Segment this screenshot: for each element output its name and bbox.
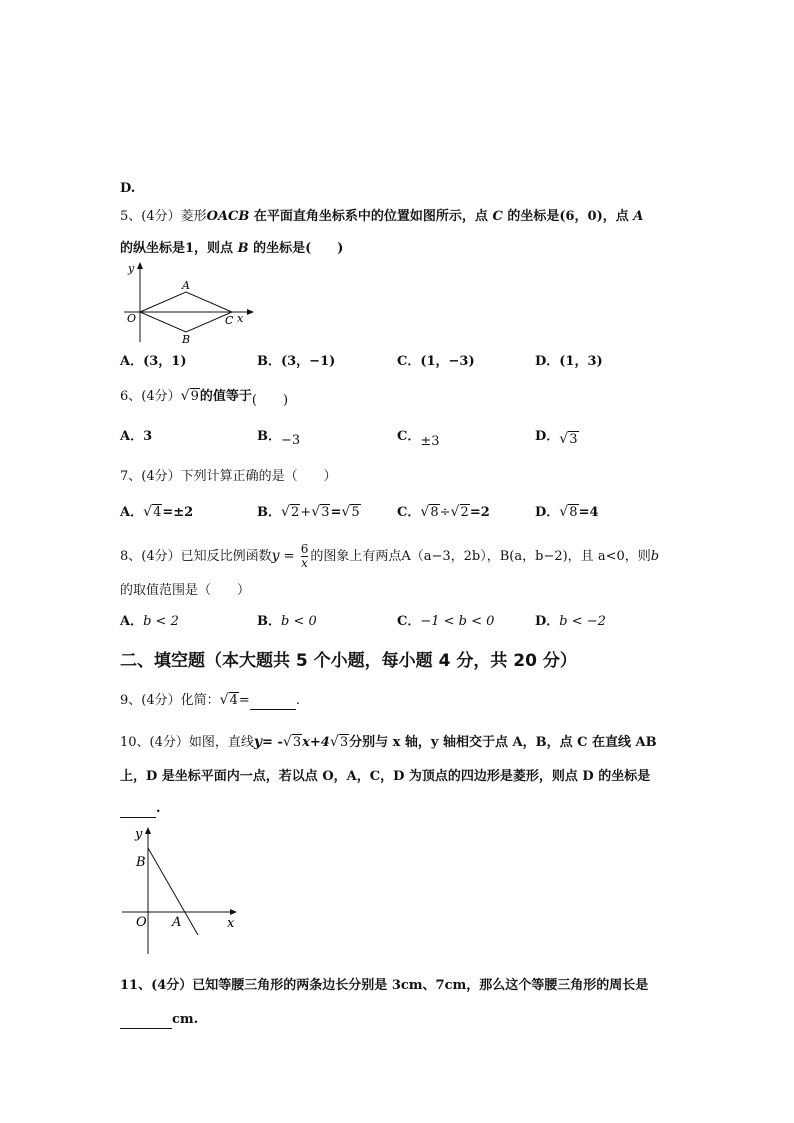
q10-label-x: x xyxy=(227,916,235,931)
q7-c-div: ÷ xyxy=(439,505,451,520)
q5-option-d: D．(1，3) xyxy=(535,354,603,369)
q8-option-c xyxy=(397,613,494,631)
q8-option-b xyxy=(257,613,317,631)
q9-end: . xyxy=(295,693,300,708)
q8-a-value: b < 2 xyxy=(143,614,179,629)
q10-answer-blank[interactable] xyxy=(120,817,156,818)
q10-sqrt1 xyxy=(283,734,302,752)
q10-label-b: B xyxy=(136,855,146,870)
q6-sqrt xyxy=(181,388,200,406)
q5-rhombus-figure xyxy=(118,262,258,344)
q8-c-value: −1 < b < 0 xyxy=(420,614,495,629)
q5-label-y: y xyxy=(128,262,135,275)
q10-suffix: 分别与 x 轴，y 轴相交于点 A，B，点 C 在直线 AB xyxy=(349,735,657,750)
q6-option-d-sqrt xyxy=(559,431,578,449)
q8-question xyxy=(120,543,659,570)
q7-c-sqrt2 xyxy=(451,504,470,522)
q5-question-line2 xyxy=(120,240,343,258)
q7-c-radicand2: 2 xyxy=(460,505,469,520)
q10-var-y: y xyxy=(253,734,263,750)
q7-c-radicand1: 8 xyxy=(430,505,439,520)
q11-answer-line xyxy=(120,1011,198,1029)
q10-mid: x+4 xyxy=(302,735,330,750)
q6-option-b-label: B． xyxy=(257,429,281,444)
q8-suffix: 的图象上有两点A（a−3，2b），B(a，b−2)，且 a<0，则 xyxy=(310,549,651,564)
q5-name: OACB xyxy=(206,209,250,224)
q10-eq: = - xyxy=(262,735,283,750)
q11-answer-blank[interactable] xyxy=(120,1028,172,1029)
q6-prefix: 6、(4分） xyxy=(120,389,181,404)
q6-option-c-label: C． xyxy=(397,429,421,444)
q7-c-sqrt1 xyxy=(420,504,439,522)
q10-prefix: 10、(4分）如图，直线 xyxy=(120,735,254,750)
q6-question xyxy=(120,388,288,406)
q7-d-label: D． xyxy=(535,505,560,520)
q7-a-sqrt xyxy=(143,504,162,522)
q7-d-rest: =4 xyxy=(578,505,599,520)
q8-c-label: C． xyxy=(397,614,421,629)
q7-b-radicand3: 5 xyxy=(351,505,360,520)
q5-line2b: 的坐标是( ) xyxy=(253,241,344,256)
q7-b-sqrt3 xyxy=(341,504,360,522)
q8-option-d xyxy=(535,613,606,631)
q8-fraction xyxy=(301,543,309,570)
q10-x-arrow xyxy=(230,909,237,915)
q11-question: 11、(4分）已知等腰三角形的两条边长分别是 3cm、7cm，那么这个等腰三角形的周长是 xyxy=(120,978,649,993)
q7-b-radicand2: 3 xyxy=(321,505,330,520)
q8-eq: = xyxy=(279,549,299,564)
q8-numerator: 6 xyxy=(300,542,309,556)
q10-label-y: y xyxy=(135,827,143,842)
q10-label-o: O xyxy=(136,915,147,930)
q7-a-radicand: 4 xyxy=(153,505,162,520)
q6-option-c-value: ±3 xyxy=(420,434,440,449)
q9-prefix: 9、(4分）化简： xyxy=(120,693,220,708)
q5-line2a: 的纵坐标是1，则点 xyxy=(120,241,234,256)
q7-b-sqrt2 xyxy=(311,504,330,522)
q10-end: . xyxy=(156,801,161,816)
q6-option-b xyxy=(257,428,300,446)
q5-var-c: C xyxy=(492,209,503,224)
q6-option-a: A．3 xyxy=(120,429,153,444)
q4-option-d: D. xyxy=(120,181,136,196)
q5-label-x: x xyxy=(237,312,244,325)
q7-text: 7、(4分）下列计算正确的是（ ） xyxy=(120,469,337,484)
q9-radicand: 4 xyxy=(229,693,238,708)
q6-paren: ( ) xyxy=(251,393,289,408)
q9-answer-blank[interactable] xyxy=(250,709,296,710)
q8-denominator: x xyxy=(301,556,308,570)
q7-d-radicand: 8 xyxy=(569,505,578,520)
q7-b-sqrt1 xyxy=(281,504,300,522)
q8-question-line2: 的取值范围是（ ） xyxy=(120,583,251,598)
q8-var-b: b xyxy=(650,549,660,564)
q8-a-label: A． xyxy=(120,614,144,629)
q5-label-o: O xyxy=(127,312,137,325)
q10-sqrt2 xyxy=(330,734,349,752)
q7-b-plus: + xyxy=(300,505,312,520)
q8-d-label: D． xyxy=(535,614,560,629)
q7-b-radicand1: 2 xyxy=(291,505,300,520)
q5-option-c: C．(1，−3) xyxy=(397,354,475,369)
q10-question-line2: 上，D 是坐标平面内一点，若以点 O，A，C，D 为顶点的四边形是菱形，则点 D 的坐标是 xyxy=(120,769,651,784)
q10-radicand1: 3 xyxy=(292,735,302,750)
q5-prefix: 5、(4分）菱形 xyxy=(120,209,207,224)
q7-option-c xyxy=(397,504,490,522)
q9-sqrt xyxy=(220,692,239,710)
q7-d-sqrt xyxy=(559,504,578,522)
q7-c-rest: =2 xyxy=(469,505,490,520)
q8-option-a xyxy=(120,613,179,631)
q7-option-b xyxy=(257,504,361,522)
q5-question xyxy=(120,208,643,226)
q10-line-figure xyxy=(118,826,248,958)
q8-b-label: B． xyxy=(257,614,281,629)
q11-unit: cm. xyxy=(172,1012,199,1027)
q6-option-d xyxy=(535,428,579,446)
q5-var-a: A xyxy=(633,209,644,224)
q7-a-label: A． xyxy=(120,505,144,520)
q5-var-b: B xyxy=(237,241,249,256)
q5-label-b: B xyxy=(182,333,191,344)
q5-label-c: C xyxy=(225,314,234,327)
q6-option-d-radicand: 3 xyxy=(569,432,578,447)
q8-var-y: y xyxy=(271,548,280,564)
q7-c-label: C． xyxy=(397,505,421,520)
q9-question xyxy=(120,692,300,710)
q8-prefix: 8、(4分）已知反比例函数 xyxy=(120,549,272,564)
section-2-title: 二、填空题（本大题共 5 个小题，每小题 4 分，共 20 分） xyxy=(120,651,577,671)
q7-option-a xyxy=(120,504,193,522)
q10-y-arrow xyxy=(145,827,151,834)
q10-radicand2: 3 xyxy=(339,735,349,750)
q7-b-label: B． xyxy=(257,505,281,520)
q6-option-d-label: D． xyxy=(535,429,560,444)
q10-answer-line xyxy=(120,800,161,818)
q7-question xyxy=(120,468,337,486)
q5-option-b: B．(3，−1) xyxy=(257,354,336,369)
q8-d-value: b < −2 xyxy=(559,614,606,629)
q8-b-value: b < 0 xyxy=(281,614,317,629)
q7-option-d xyxy=(535,504,599,522)
q5-mid: 在平面直角坐标系中的位置如图所示，点 xyxy=(253,209,488,224)
q10-label-a: A xyxy=(172,915,182,930)
q6-option-c xyxy=(397,428,440,449)
q5-coord: 的坐标是(6，0)，点 xyxy=(507,209,629,224)
q5-option-a: A．(3，1) xyxy=(120,354,187,369)
q7-b-eq: = xyxy=(330,505,342,520)
q6-option-b-value: −3 xyxy=(281,433,301,448)
q5-label-a: A xyxy=(182,279,190,292)
q6-radicand: 9 xyxy=(190,389,199,404)
q6-suffix: 的值等于 xyxy=(199,389,252,404)
q10-question xyxy=(120,733,657,752)
q7-a-rest: =±2 xyxy=(162,505,194,520)
q5-y-arrow xyxy=(137,262,143,269)
q9-eq: = xyxy=(238,693,250,708)
q5-x-arrow xyxy=(247,309,254,315)
